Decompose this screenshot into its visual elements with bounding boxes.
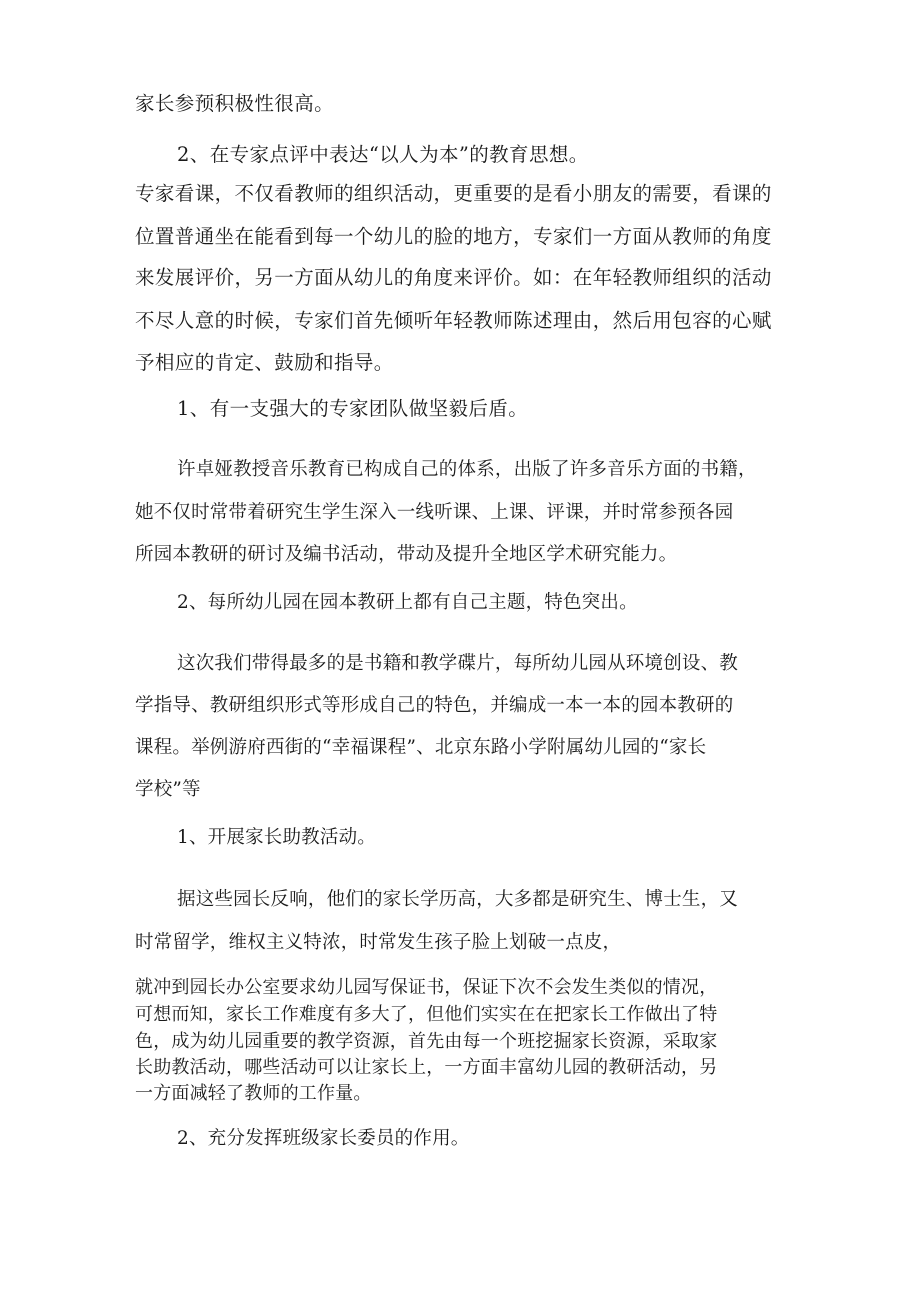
text-line: 这次我们带得最多的是书籍和教学碟片，每所幼儿园从环境创设、教 [177,653,739,674]
text-line: 可想而知，家长工作难度有多大了，但他们实实在在把家长工作做出了特 [135,1004,718,1025]
text-line: 据这些园长反响，他们的家长学历高，大多都是研究生、博士生，又 [177,889,739,910]
text-line: 来发展评价，另一方面从幼儿的角度来评价。如：在年轻教师组织的活动 [135,266,772,289]
text-line: 她不仅时常带着研究生学生深入一线听课、上课、评课，并时常参预各园 [135,502,734,523]
text-line: 色，成为幼儿园重要的教学资源，首先由每一个班挖掘家长资源，采取家 [135,1031,718,1052]
text-line: 专家看课，不仅看教师的组织活动，更重要的是看小朋友的需要，看课的 [135,182,772,205]
text-line: 2、每所幼儿园在园本教研上都有自己主题，特色突出。 [177,592,638,613]
text-line: 时常留学，维权主义特浓，时常发生孩子脸上划破一点皮， [135,932,622,953]
text-line: 学校”等 [135,779,201,800]
text-line: 一方面减轻了教师的工作量。 [135,1083,372,1104]
text-line: 位置普通坐在能看到每一个幼儿的脸的地方，专家们一方面从教师的角度 [135,225,772,248]
text-line: 课程。举例游府西街的“幸福课程”、北京东路小学附属幼儿园的“家长 [135,737,707,758]
text-line: 家长参预积极性很高。 [135,92,335,115]
text-line: 许卓娅教授音乐教育已构成自己的体系，出版了许多音乐方面的书籍， [177,459,757,480]
text-line: 长助教活动，哪些活动可以让家长上，一方面丰富幼儿园的教研活动，另 [135,1057,718,1078]
text-line: 2、在专家点评中表达“以人为本”的教育思想。 [177,143,589,166]
text-line: 就冲到园长办公室要求幼儿园写保证书，保证下次不会发生类似的情况， [135,977,718,998]
text-line: 所园本教研的研讨及编书活动，带动及提升全地区学术研究能力。 [135,544,678,565]
text-line: 2、充分发挥班级家长委员的作用。 [177,1128,470,1149]
text-line: 学指导、教研组织形式等形成自己的特色，并编成一本一本的园本教研的 [135,695,734,716]
text-line: 不尽人意的时候，专家们首先倾听年轻教师陈述理由，然后用包容的心赋 [135,309,772,332]
text-line: 1、有一支强大的专家团队做坚毅后盾。 [177,397,529,420]
text-line: 1、开展家长助教活动。 [177,827,376,848]
text-line: 予相应的肯定、鼓励和指导。 [135,351,394,374]
